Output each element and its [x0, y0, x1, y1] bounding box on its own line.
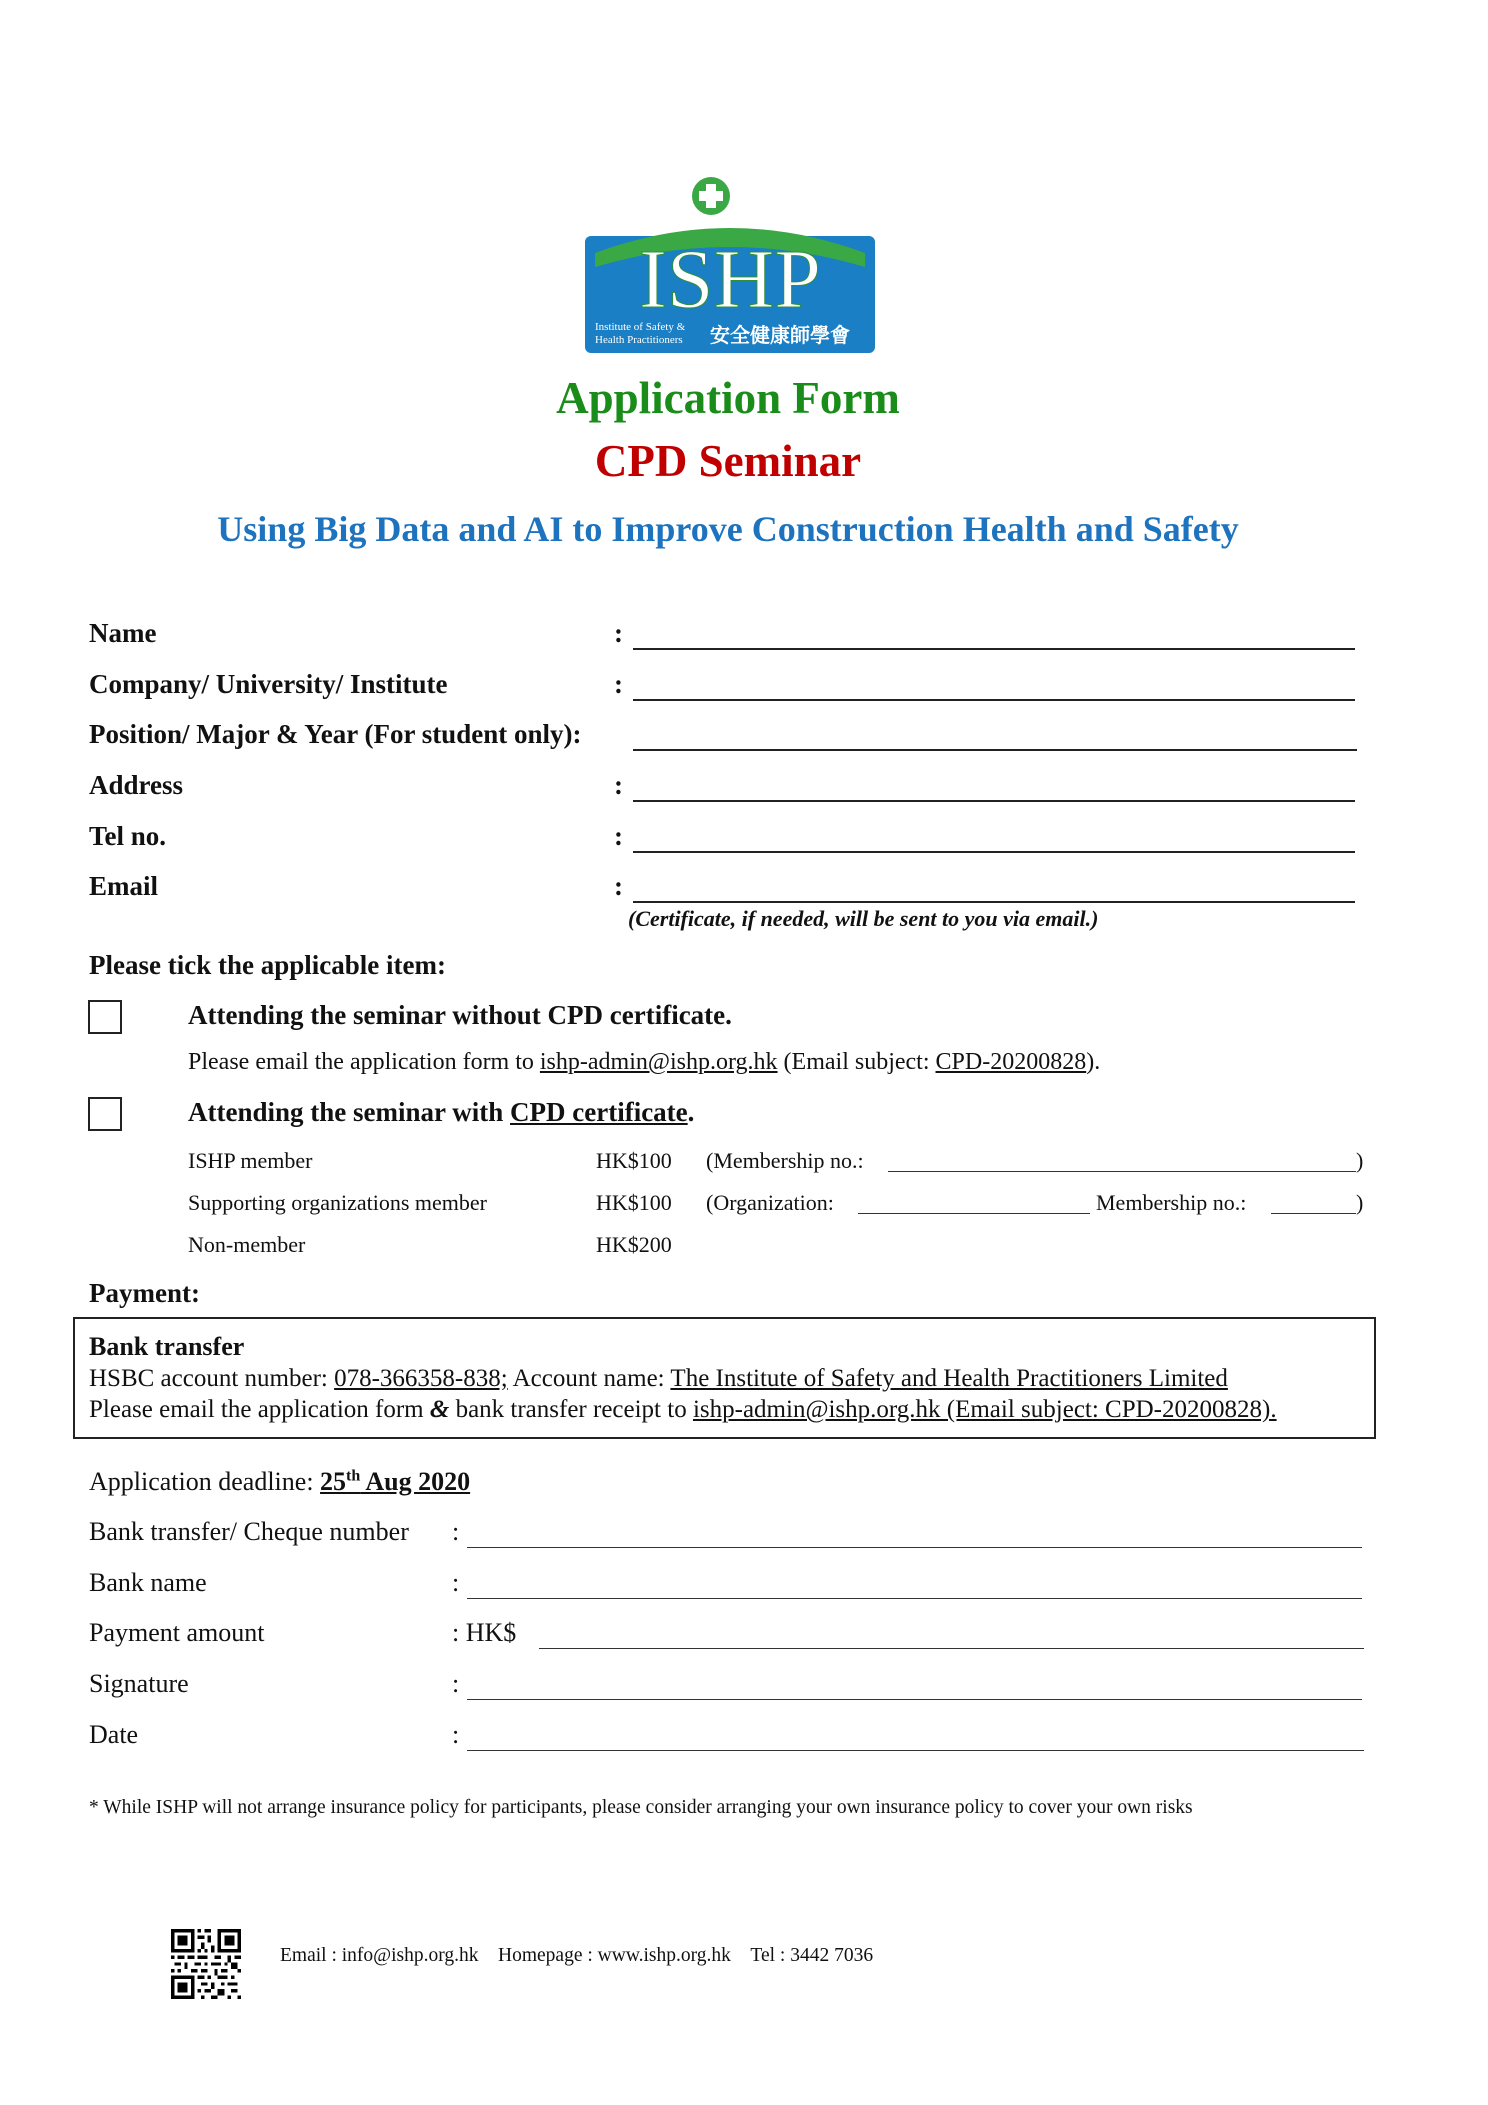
option1-label: Attending the seminar without CPD certificate.	[188, 1000, 732, 1030]
company-field[interactable]	[633, 699, 1355, 701]
member-close-supporting: )	[1356, 1190, 1364, 1215]
deadline-date	[320, 1467, 470, 1496]
logo-sub-en-1: Institute of Safety &	[595, 321, 686, 333]
bank-email-mid: bank transfer receipt to	[449, 1396, 693, 1423]
bank-email-amp: &	[429, 1396, 450, 1423]
payment-amount-field[interactable]	[539, 1648, 1364, 1649]
bank-email-link[interactable]: ishp-admin@ishp.org.hk (Email subject: CPD-20200828).	[692, 1396, 1277, 1423]
option1-checkbox[interactable]	[88, 1000, 122, 1034]
deadline-sup: th	[346, 1467, 361, 1485]
company-label: Company/ University/ Institute	[89, 669, 448, 699]
form-subtitle: CPD Seminar	[594, 436, 862, 486]
tel-field[interactable]	[633, 851, 1355, 853]
company-colon: :	[614, 669, 623, 699]
option2-label	[188, 1097, 694, 1128]
member-type-supporting: Supporting organizations member	[188, 1190, 487, 1215]
option2-label-post: .	[687, 1097, 695, 1127]
payment-amount-label: Payment amount	[89, 1618, 265, 1647]
option1-instr-pre: Please email the application form to	[188, 1049, 540, 1075]
logo-text: ISHP	[638, 233, 822, 326]
logo-cross-h	[699, 191, 723, 201]
organization-field[interactable]	[858, 1213, 1090, 1214]
account-name: The Institute of Safety and Health Practitioners Limited	[670, 1365, 1228, 1392]
form-title: Application Form	[556, 373, 900, 423]
application-deadline	[89, 1467, 470, 1497]
ishp-logo	[585, 175, 875, 353]
option1-instr-post: ).	[1086, 1049, 1101, 1075]
option2-label-pre: Attending the seminar with	[188, 1097, 511, 1127]
option1-email-link[interactable]: ishp-admin@ishp.org.hk	[539, 1049, 778, 1075]
option1-instr-mid: (Email subject:	[777, 1049, 936, 1075]
member-type-non: Non-member	[188, 1232, 306, 1257]
tel-colon: :	[614, 821, 623, 851]
acct-pre: HSBC account number:	[89, 1365, 335, 1392]
bank-name-colon: :	[452, 1568, 460, 1597]
option2-label-u: CPD certificate	[510, 1097, 688, 1127]
option1-subject: CPD-20200828	[935, 1049, 1087, 1075]
name-colon: :	[614, 618, 623, 648]
member-detail2-supporting: Membership no.:	[1096, 1190, 1247, 1215]
account-number: 078-366358-838;	[334, 1365, 508, 1392]
qr-code-icon	[171, 1929, 241, 1999]
name-field[interactable]	[633, 648, 1355, 650]
option2-checkbox[interactable]	[88, 1097, 122, 1131]
footer-homepage[interactable]: Homepage : www.ishp.org.hk	[498, 1945, 731, 1966]
name-label: Name	[89, 618, 157, 648]
bank-email-pre: Please email the application form	[89, 1396, 430, 1423]
date-colon: :	[452, 1720, 460, 1749]
acct-mid: Account name:	[507, 1365, 671, 1392]
email-note: (Certificate, if needed, will be sent to you via email.)	[628, 906, 1099, 931]
email-field[interactable]	[633, 901, 1355, 903]
email-label: Email	[89, 871, 159, 901]
deadline-day: 25	[320, 1467, 347, 1496]
insurance-note: * While ISHP will not arrange insurance policy for participants, please consider arranging your own insurance policy to cover your own risks	[89, 1797, 1193, 1818]
member-detail-supporting: (Organization:	[706, 1190, 834, 1215]
address-field[interactable]	[633, 800, 1355, 802]
date-label: Date	[89, 1720, 139, 1749]
position-label: Position/ Major & Year (For student only):	[89, 719, 582, 749]
member-detail-ishp: (Membership no.:	[706, 1148, 864, 1173]
logo-sub-en-2: Health Practitioners	[595, 334, 683, 346]
payment-amount-colon: : HK$	[452, 1618, 517, 1647]
footer-contact	[280, 1945, 873, 1967]
date-field[interactable]	[467, 1750, 1364, 1751]
cheque-number-field[interactable]	[467, 1547, 1362, 1548]
cheque-number-colon: :	[452, 1517, 460, 1546]
deadline-pre: Application deadline:	[89, 1467, 321, 1496]
footer-tel: Tel : 3442 7036	[750, 1945, 874, 1966]
position-field[interactable]	[633, 749, 1357, 751]
membership-no-field[interactable]	[888, 1171, 1356, 1172]
email-colon: :	[614, 871, 623, 901]
logo-sub-zh: 安全健康師學會	[710, 323, 850, 347]
option1-instructions	[188, 1049, 1100, 1076]
signature-label: Signature	[89, 1669, 189, 1698]
member-type-ishp: ISHP member	[188, 1148, 313, 1173]
bank-transfer-title: Bank transfer	[89, 1332, 245, 1361]
member-price-non: HK$200	[596, 1232, 672, 1257]
deadline-rest: Aug 2020	[360, 1467, 471, 1496]
footer-email[interactable]: Email : info@ishp.org.hk	[280, 1945, 479, 1966]
bank-email-line	[89, 1396, 1277, 1424]
signature-field[interactable]	[467, 1699, 1362, 1700]
tel-label: Tel no.	[89, 821, 167, 851]
cheque-number-label: Bank transfer/ Cheque number	[89, 1517, 409, 1546]
tick-prompt: Please tick the applicable item:	[89, 950, 446, 980]
address-label: Address	[89, 770, 184, 800]
seminar-title: Using Big Data and AI to Improve Construction Health and Safety	[217, 509, 1239, 549]
member-price-ishp: HK$100	[596, 1148, 672, 1173]
member-close-ishp: )	[1356, 1148, 1364, 1173]
bank-name-field[interactable]	[467, 1598, 1362, 1599]
member-price-supporting: HK$100	[596, 1190, 672, 1215]
address-colon: :	[614, 770, 623, 800]
signature-colon: :	[452, 1669, 460, 1698]
bank-name-label: Bank name	[89, 1568, 207, 1597]
org-membership-no-field[interactable]	[1271, 1213, 1356, 1214]
payment-heading: Payment:	[89, 1278, 200, 1308]
bank-account-line	[89, 1365, 1228, 1393]
